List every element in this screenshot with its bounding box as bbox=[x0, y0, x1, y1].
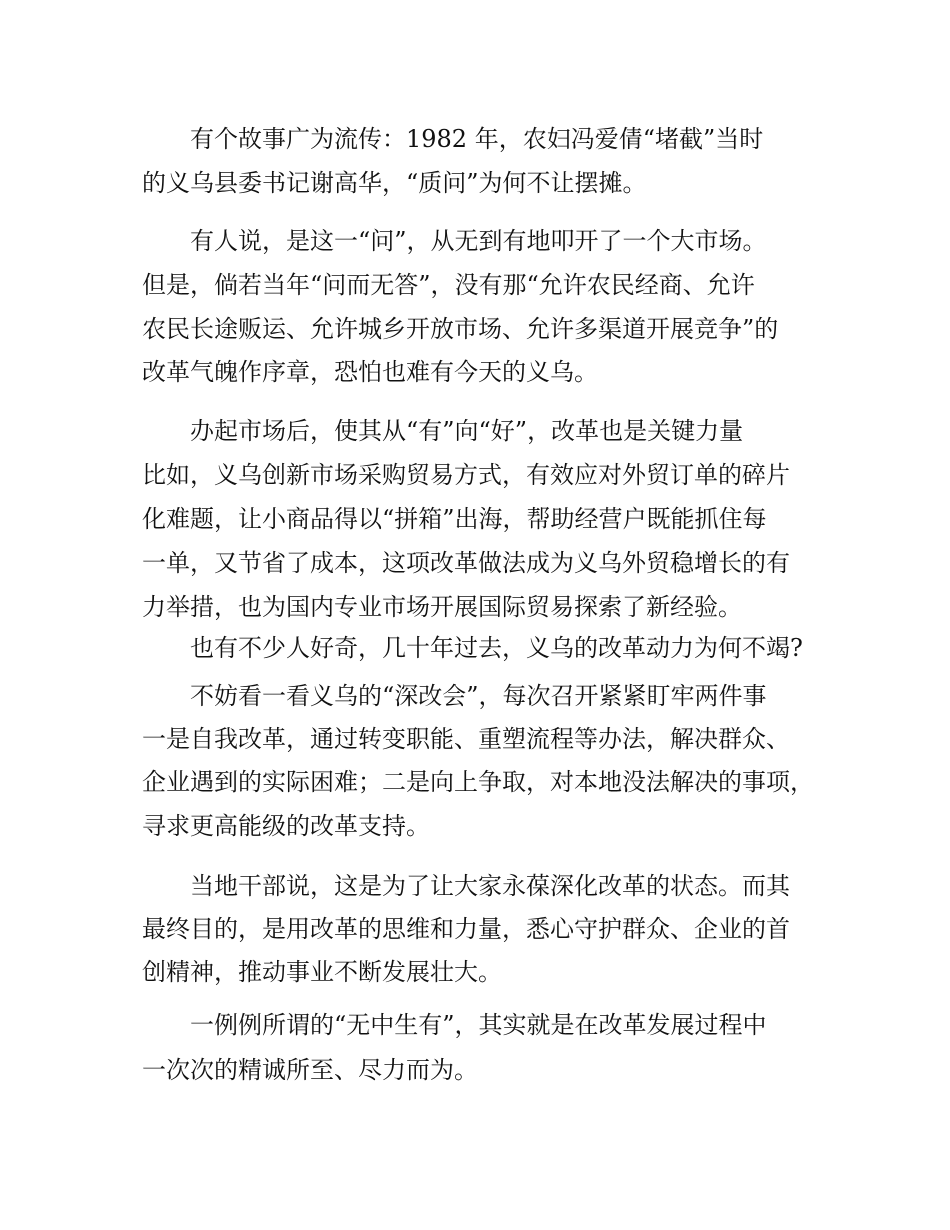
paragraph-3-line-2: 比如，义乌创新市场采购贸易方式，有效应对外贸订单的碎片 bbox=[142, 461, 790, 489]
paragraph-1-line-2: 的义乌县委书记谢高华，“质问”为何不让摆摊。 bbox=[142, 169, 647, 197]
paragraph-3-line-4: 一单，又节省了成本，这项改革做法成为义乌外贸稳增长的有 bbox=[142, 549, 790, 577]
paragraph-2-line-4: 改革气魄作序章，恐怕也难有今天的义乌。 bbox=[142, 358, 598, 386]
paragraph-5-line-1: 不妨看一看义乌的“深改会”，每次召开紧紧盯牢两件事 bbox=[190, 682, 767, 710]
paragraph-6-line-2: 最终目的，是用改革的思维和力量，悉心守护群众、企业的首 bbox=[142, 915, 790, 943]
paragraph-2-line-2: 但是，倘若当年“问而无答”，没有那“允许农民经商、允许 bbox=[142, 271, 755, 299]
paragraph-3-line-5: 力举措，也为国内专业市场开展国际贸易探索了新经验。 bbox=[142, 593, 742, 621]
paragraph-5-line-2: 一是自我改革，通过转变职能、重塑流程等办法，解决群众、 bbox=[142, 725, 790, 753]
paragraph-5-line-3: 企业遇到的实际困难；二是向上争取，对本地没法解决的事项， bbox=[142, 768, 814, 796]
paragraph-7-line-2: 一次次的精诚所至、尽力而为。 bbox=[142, 1056, 478, 1084]
paragraph-6-line-1: 当地干部说，这是为了让大家永葆深化改革的状态。而其 bbox=[190, 872, 790, 900]
paragraph-4-line-1: 也有不少人好奇，几十年过去，义乌的改革动力为何不竭? bbox=[190, 634, 803, 662]
paragraph-1-line-1: 有个故事广为流传：1982 年，农妇冯爱倩“堵截”当时 bbox=[190, 125, 764, 153]
paragraph-6-line-3: 创精神，推动事业不断发展壮大。 bbox=[142, 958, 502, 986]
paragraph-3-line-3: 化难题，让小商品得以“拼箱”出海，帮助经营户既能抓住每 bbox=[142, 505, 767, 533]
paragraph-5-line-4: 寻求更高能级的改革支持。 bbox=[142, 812, 430, 840]
paragraph-3-line-1: 办起市场后，使其从“有”向“好”，改革也是关键力量 bbox=[190, 417, 744, 445]
paragraph-2-line-3: 农民长途贩运、允许城乡开放市场、允许多渠道开展竞争”的 bbox=[142, 315, 779, 343]
paragraph-7-line-1: 一例例所谓的“无中生有”，其实就是在改革发展过程中 bbox=[190, 1011, 767, 1039]
paragraph-2-line-1: 有人说，是这一“问”，从无到有地叩开了一个大市场。 bbox=[190, 227, 767, 255]
